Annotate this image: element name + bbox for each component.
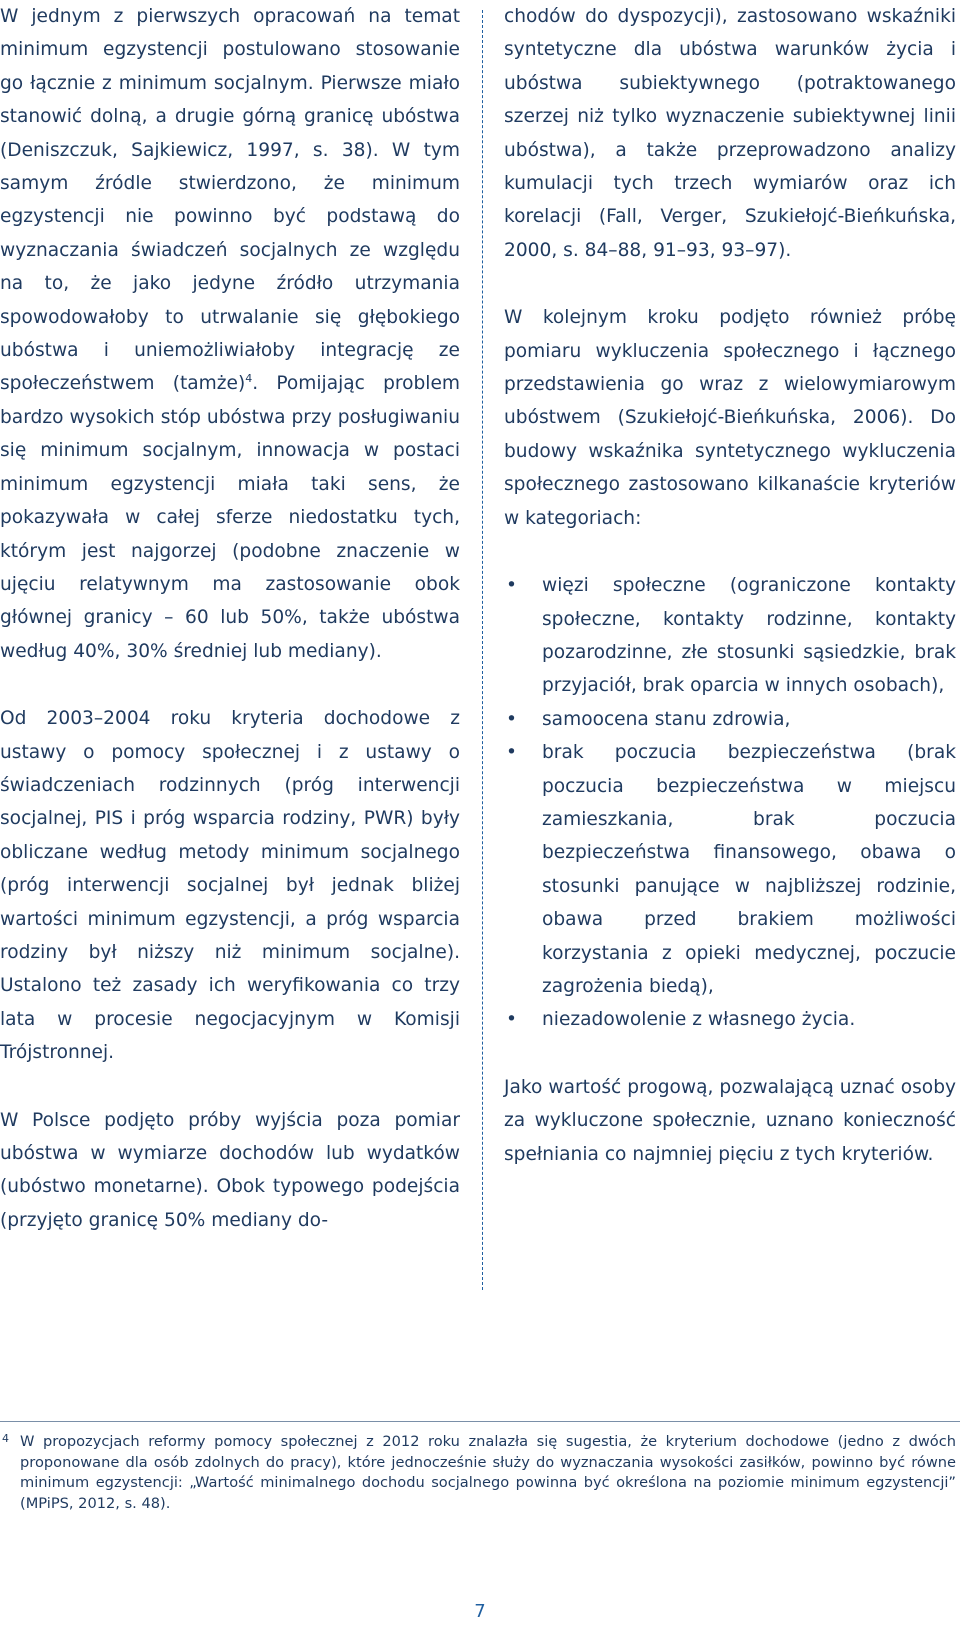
paragraph-text: . Pomijając problem bardzo wysokich stóp ubóstwa przy posługiwaniu się minimum socjalnym, innowacja w postaci minimum egzystencji miała taki sens, że pokazywała w całej sferze niedostatku tych, którym jest najgorzej (podobne znaczenie w ujęciu relatywnym ma zastosowanie obok głównej granicy – 60 lub 50%, także ubóstwa według 40%, 30% średniej lub mediany). xyxy=(0,373,460,662)
page-number: 7 xyxy=(474,1601,486,1622)
left-column xyxy=(0,0,460,1237)
list-item: • niezadowolenie z własnego życia. xyxy=(504,1003,956,1036)
paragraph-kryteria-dochodowe: Od 2003–2004 roku kryteria dochodowe z ustawy o pomocy społecznej i z ustawy o świadczeniach rodzinnych (próg interwencji socjalnej, PIS i próg wsparcia rodziny, PWR) były obliczane według metody minimum socjalnego (próg interwencji socjalnej był jednak bliżej wartości minimum egzystencji, a próg wsparcia rodziny był niższy niż minimum socjalne). Ustalono też zasady ich weryfikowania co trzy lata w procesie negocjacyjnym w Komisji Trójstronnej. xyxy=(0,708,460,1064)
paragraph-wykluczenie-spoleczne: W kolejnym kroku podjęto również próbę pomiaru wykluczenia społecznego i łącznego przedstawienia go wraz z wielowymiarowym ubóstwem (Szukiełojć-Bieńkuńska, 2006). Do budowy wskaźnika syntetycznego wykluczenia społecznego zastosowano kilkanaście kryteriów w kategoriach: xyxy=(504,307,956,529)
footnote xyxy=(0,1432,956,1514)
paragraph-text: W jednym z pierwszych opracowań na temat minimum egzystencji postulowano stosowanie go łącznie z minimum socjalnym. Pierwsze miało stanowić dolną, a drugie górną granicę ubóstwa (Deniszczuk, Sajkiewicz, 1997, s. 38). W tym samym źródle stwierdzono, że minimum egzystencji nie powinno być podstawą do wyznaczania świadczeń socjalnych ze względu na to, że jako jedyne źródło utrzymania spowodowałoby to utrwalanie się głębokiego ubóstwa i uniemożliwiałoby integrację ze społeczeństwem (tamże) xyxy=(0,6,460,395)
paragraph-minimum-egzystencji xyxy=(0,0,460,668)
footnote-separator xyxy=(0,1421,960,1422)
right-column xyxy=(504,0,956,1171)
list-item: • samoocena stanu zdrowia, xyxy=(504,703,956,736)
column-divider xyxy=(482,10,483,1290)
footnote-reference: 4 xyxy=(245,372,253,386)
paragraph-wartosc-progowa: Jako wartość progową, pozwalającą uznać osoby za wykluczone społecznie, uznano konieczność spełniania co najmniej pięciu z tych kryteriów. xyxy=(504,1076,956,1165)
paragraph-wskazniki-syntetyczne: chodów do dyspozycji), zastosowano wskaźniki syntetyczne dla ubóstwa warunków życia i ubóstwa subiektywnego (potraktowanego szerzej niż tylko wyznaczenie subiektywnej linii ubóstwa), a także przeprowadzono analizy kumulacji tych trzech wymiarów oraz ich korelacji (Fall, Verger, Szukiełojć-Bieńkuńska, 2000, s. 84–88, 91–93, 93–97). xyxy=(504,6,956,261)
criteria-list xyxy=(504,569,956,1037)
list-item: • więzi społeczne (ograniczone kontakty społeczne, kontakty rodzinne, kontakty pozarodzinne, złe stosunki sąsiedzkie, brak przyjaciół, brak oparcia w innych osobach), xyxy=(504,569,956,703)
footnote-number: 4 xyxy=(2,1432,9,1445)
list-item: • brak poczucia bezpieczeństwa (brak poczucia bezpieczeństwa w miejscu zamieszkania, brak poczucia bezpieczeństwa finansowego, obawa o stosunki panujące w najbliższej rodzinie, obawa przed brakiem możliwości korzystania z opieki medycznej, poczucie zagrożenia biedą), xyxy=(504,736,956,1003)
paragraph-proby-wyjscia: W Polsce podjęto próby wyjścia poza pomiar ubóstwa w wymiarze dochodów lub wydatków (ubóstwo monetarne). Obok typowego podejścia (przyjęto granicę 50% mediany do- xyxy=(0,1109,460,1231)
footnote-text: W propozycjach reformy pomocy społecznej z 2012 roku znalazła się sugestia, że kryterium dochodowe (jedno z dwóch proponowane dla osób zdolnych do pracy), które jednocześnie służy do wyznaczania wysokości zasiłków, powinno być równe minimum egzystencji: „Wartość minimalnego dochodu socjalnego powinna być określona na poziomie minimum egzystencji” (MPiPS, 2012, s. 48). xyxy=(20,1433,956,1512)
